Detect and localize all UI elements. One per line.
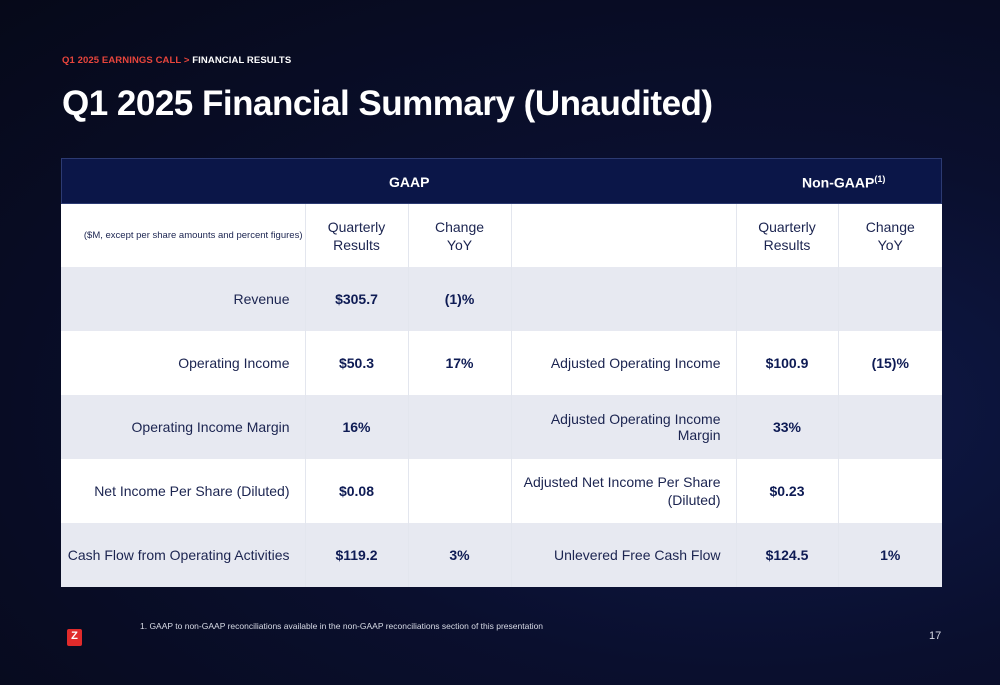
gaap-change-column-header: Change YoY — [408, 204, 511, 267]
nongaap-metric-value — [736, 267, 838, 331]
nongaap-change-column-header: Change YoY — [838, 204, 942, 267]
nongaap-metric-change: 1% — [838, 523, 942, 587]
gaap-header — [389, 174, 430, 190]
gaap-metric-label: Net Income Per Share (Diluted) — [61, 459, 305, 523]
gaap-metric-change — [408, 395, 511, 459]
gaap-header-label: GAAP — [389, 174, 430, 190]
logo-letter: Z — [71, 630, 78, 642]
table-row — [61, 395, 942, 459]
footnote: 1. GAAP to non-GAAP reconciliations available in the non-GAAP reconciliations section of this presentation — [140, 621, 544, 631]
nongaap-metric-value: $0.23 — [736, 459, 838, 523]
company-logo — [67, 629, 82, 646]
gaap-results-column-header: Quarterly Results — [305, 204, 408, 267]
table-header-band — [61, 158, 942, 204]
nongaap-metric-change: (15)% — [838, 331, 942, 395]
nongaap-metric-label: Adjusted Net Income Per Share (Diluted) — [511, 459, 736, 523]
breadcrumb — [62, 55, 291, 66]
table-row — [61, 331, 942, 395]
table-row — [61, 523, 942, 587]
gaap-metric-value: 16% — [305, 395, 408, 459]
gaap-metric-value: $305.7 — [305, 267, 408, 331]
gaap-metric-change — [408, 459, 511, 523]
units-note: ($M, except per share amounts and percent figures) — [61, 204, 305, 267]
nongaap-metric-change — [838, 395, 942, 459]
page-title: Q1 2025 Financial Summary (Unaudited) — [62, 84, 713, 123]
summary-grid — [61, 204, 942, 587]
gaap-metric-label: Revenue — [61, 267, 305, 331]
page-number: 17 — [929, 630, 942, 642]
table-row — [61, 459, 942, 523]
gaap-metric-value: $50.3 — [305, 331, 408, 395]
nongaap-label-column-header — [511, 204, 736, 267]
gaap-metric-change: (1)% — [408, 267, 511, 331]
gaap-metric-change: 3% — [408, 523, 511, 587]
nongaap-metric-change — [838, 459, 942, 523]
nongaap-results-column-header: Quarterly Results — [736, 204, 838, 267]
nongaap-metric-label: Unlevered Free Cash Flow — [511, 523, 736, 587]
breadcrumb-current: FINANCIAL RESULTS — [192, 55, 292, 66]
nongaap-metric-label — [511, 267, 736, 331]
nongaap-metric-value: $100.9 — [736, 331, 838, 395]
nongaap-header — [802, 174, 885, 191]
nongaap-metric-value: $124.5 — [736, 523, 838, 587]
nongaap-metric-label: Adjusted Operating Income Margin — [511, 395, 736, 459]
breadcrumb-section[interactable]: Q1 2025 EARNINGS CALL — [62, 55, 182, 66]
gaap-metric-label: Operating Income Margin — [61, 395, 305, 459]
nongaap-header-label: Non-GAAP — [802, 174, 875, 191]
column-header-row — [61, 204, 942, 267]
breadcrumb-separator: > — [181, 55, 193, 66]
financial-summary-table — [61, 158, 942, 587]
gaap-metric-label: Cash Flow from Operating Activities — [61, 523, 305, 587]
gaap-metric-value: $119.2 — [305, 523, 408, 587]
nongaap-footnote-ref: (1) — [874, 174, 886, 184]
gaap-metric-value: $0.08 — [305, 459, 408, 523]
table-row — [61, 267, 942, 331]
gaap-metric-change: 17% — [408, 331, 511, 395]
nongaap-metric-label: Adjusted Operating Income — [511, 331, 736, 395]
nongaap-metric-value: 33% — [736, 395, 838, 459]
nongaap-metric-change — [838, 267, 942, 331]
gaap-metric-label: Operating Income — [61, 331, 305, 395]
